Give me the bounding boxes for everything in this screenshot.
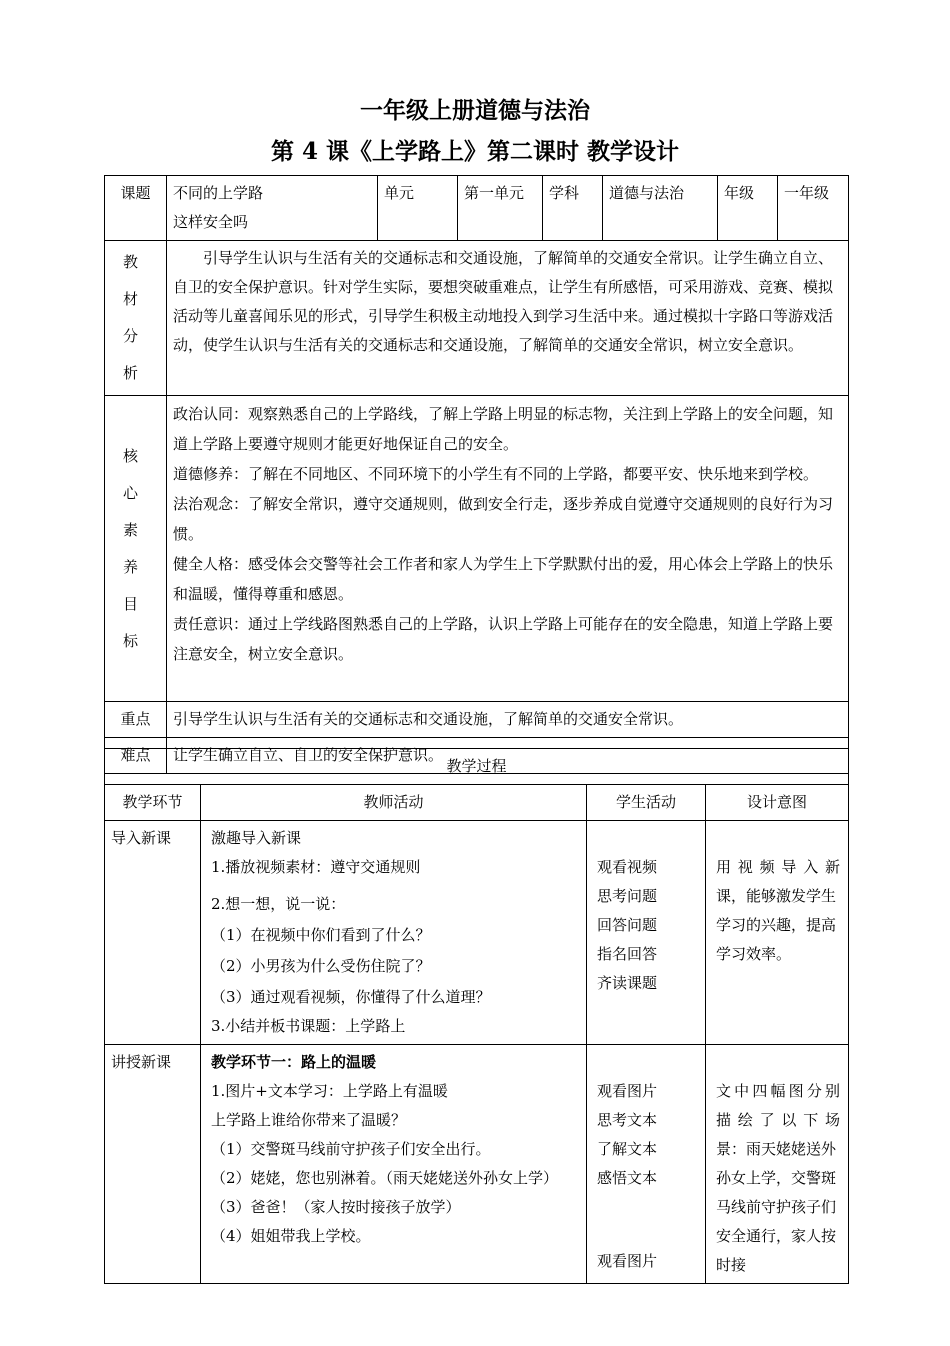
teacher-line: 上学路上谁给你带来了温暖？ xyxy=(211,1111,407,1129)
intent-line: 用视频导入新 xyxy=(716,858,841,876)
col-stage: 教学环节 xyxy=(105,785,201,821)
student-line: 感悟文本 xyxy=(597,1169,658,1187)
lesson-info-table xyxy=(104,175,849,774)
analysis-text: 引导学生认识与生活有关的交通标志和交通设施，了解简单的交通安全常识。让学生确立自立、自卫的安全保护意识。针对学生实际，要想突破重难点，让学生有所感悟，可采用游戏、竞赛、模拟活动等儿童喜闻乐见的形式，引导学生积极主动地投入到学习生活中来。通过模拟十字路口等游戏活动，使学生认识与生活有关的交通标志和交通设施，了解简单的交通安全常识，树立安全意识。 xyxy=(167,241,849,396)
teach-intent xyxy=(706,1045,849,1284)
core-item: 责任意识：通过上学线路图熟悉自己的上学路，认识上学路上可能存在的安全隐患，知道上学路上要注意安全，树立安全意识。 xyxy=(173,615,834,663)
intent-line: 描绘了以下场 xyxy=(716,1111,841,1129)
subject-value: 道德与法治 xyxy=(603,176,718,241)
document-subtitle: 第 4 课《上学路上》第二课时 教学设计 xyxy=(270,138,680,165)
teacher-line: （3）爸爸！（家人按时接孩子放学） xyxy=(211,1198,461,1216)
grade-label: 年级 xyxy=(718,176,778,241)
teacher-line: 1.播放视频素材：遵守交通规则 xyxy=(211,858,421,876)
difficult-text: 让学生确立自立、自卫的安全保护意识。 xyxy=(167,738,849,774)
process-header-row xyxy=(105,785,849,821)
intro-student xyxy=(587,821,706,1045)
core-item: 健全人格：感受体会交警等社会工作者和家人为学生上下学默默付出的爱，用心体会上学路上的快乐和温暖，懂得尊重和感恩。 xyxy=(173,555,834,603)
label-part: 核 心 xyxy=(122,446,148,502)
process-table xyxy=(104,748,849,1284)
teacher-line: （4）姐姐带我上学校。 xyxy=(211,1227,371,1245)
intro-row xyxy=(105,821,849,1045)
info-row xyxy=(105,176,849,241)
difficult-label: 难点 xyxy=(105,738,167,774)
student-line: 了解文本 xyxy=(597,1140,658,1158)
unit-label: 单元 xyxy=(378,176,458,241)
process-title-row xyxy=(105,749,849,785)
teacher-line: 3.小结并板书课题：上学路上 xyxy=(211,1017,406,1035)
analysis-row xyxy=(105,241,849,396)
intent-line: 文中四幅图分别 xyxy=(716,1082,841,1100)
label-part: 教 材 xyxy=(122,253,148,308)
student-line: 思考文本 xyxy=(597,1111,658,1129)
intro-intent xyxy=(706,821,849,1045)
intro-teacher xyxy=(201,821,587,1045)
teach-row xyxy=(105,1045,849,1284)
teacher-line: （2）姥姥，您也别淋着。（雨天姥姥送外孙女上学） xyxy=(211,1169,559,1187)
student-line: 回答问题 xyxy=(597,916,658,934)
teacher-line: （1）在视频中你们看到了什么？ xyxy=(211,926,431,944)
student-line: 指名回答 xyxy=(597,945,658,963)
student-line: 观看视频 xyxy=(597,858,658,876)
col-student: 学生活动 xyxy=(587,785,706,821)
topic-line: 不同的上学路 xyxy=(173,184,264,202)
core-item: 法治观念：了解安全常识，遵守交通规则，做到安全行走，逐步养成自觉遵守交通规则的良好行为习惯。 xyxy=(173,495,834,543)
label-part: 目 标 xyxy=(122,594,148,650)
student-line: 观看图片 xyxy=(597,1252,658,1270)
core-label xyxy=(105,396,167,702)
key-label: 重点 xyxy=(105,702,167,738)
analysis-label xyxy=(105,241,167,396)
teacher-line: 2.想一想，说一说： xyxy=(211,895,346,913)
teach-teacher xyxy=(201,1045,587,1284)
intent-text: 课，能够激发学生学习的兴趣，提高学习效率。 xyxy=(716,887,837,963)
student-line: 齐读课题 xyxy=(597,974,658,992)
intent-text: 景：雨天姥姥送外孙女上学，交警斑马线前守护孩子们安全通行，家人按时接 xyxy=(716,1140,837,1274)
teacher-line: （2）小男孩为什么受伤住院了？ xyxy=(211,957,431,975)
label-part: 分 析 xyxy=(122,327,148,382)
unit-value: 第一单元 xyxy=(458,176,543,241)
core-item: 道德修养：了解在不同地区、不同环境下的小学生有不同的上学路，都要平安、快乐地来到学校。 xyxy=(173,465,819,483)
teach-stage: 讲授新课 xyxy=(105,1045,201,1284)
teacher-line: 1.图片+文本学习：上学路上有温暖 xyxy=(211,1082,448,1100)
teacher-line: 激趣导入新课 xyxy=(211,829,302,847)
key-text: 引导学生认识与生活有关的交通标志和交通设施，了解简单的交通安全常识。 xyxy=(167,702,849,738)
label-part: 素 养 xyxy=(122,520,148,576)
subject-label: 学科 xyxy=(543,176,603,241)
teach-student xyxy=(587,1045,706,1284)
core-row xyxy=(105,396,849,702)
core-item: 政治认同：观察熟悉自己的上学路线，了解上学路上明显的标志物，关注到上学路上的安全问题，知道上学路上要遵守规则才能更好地保证自己的安全。 xyxy=(173,405,834,453)
teacher-line: （1）交警斑马线前守护孩子们安全出行。 xyxy=(211,1140,491,1158)
process-title: 教学过程 xyxy=(105,749,849,785)
intro-stage: 导入新课 xyxy=(105,821,201,1045)
teacher-heading: 教学环节一：路上的温暖 xyxy=(211,1053,377,1071)
topic-line: 这样安全吗 xyxy=(173,213,249,231)
col-intent: 设计意图 xyxy=(706,785,849,821)
col-teacher: 教师活动 xyxy=(201,785,587,821)
key-row xyxy=(105,702,849,738)
student-line: 思考问题 xyxy=(597,887,658,905)
topic-value xyxy=(167,176,378,241)
core-text xyxy=(167,396,849,702)
student-line: 观看图片 xyxy=(597,1082,658,1100)
document-title: 一年级上册道德与法治 xyxy=(360,97,590,124)
topic-label: 课题 xyxy=(105,176,167,241)
grade-value: 一年级 xyxy=(778,176,849,241)
teacher-line: （3）通过观看视频，你懂得了什么道理？ xyxy=(211,988,491,1006)
